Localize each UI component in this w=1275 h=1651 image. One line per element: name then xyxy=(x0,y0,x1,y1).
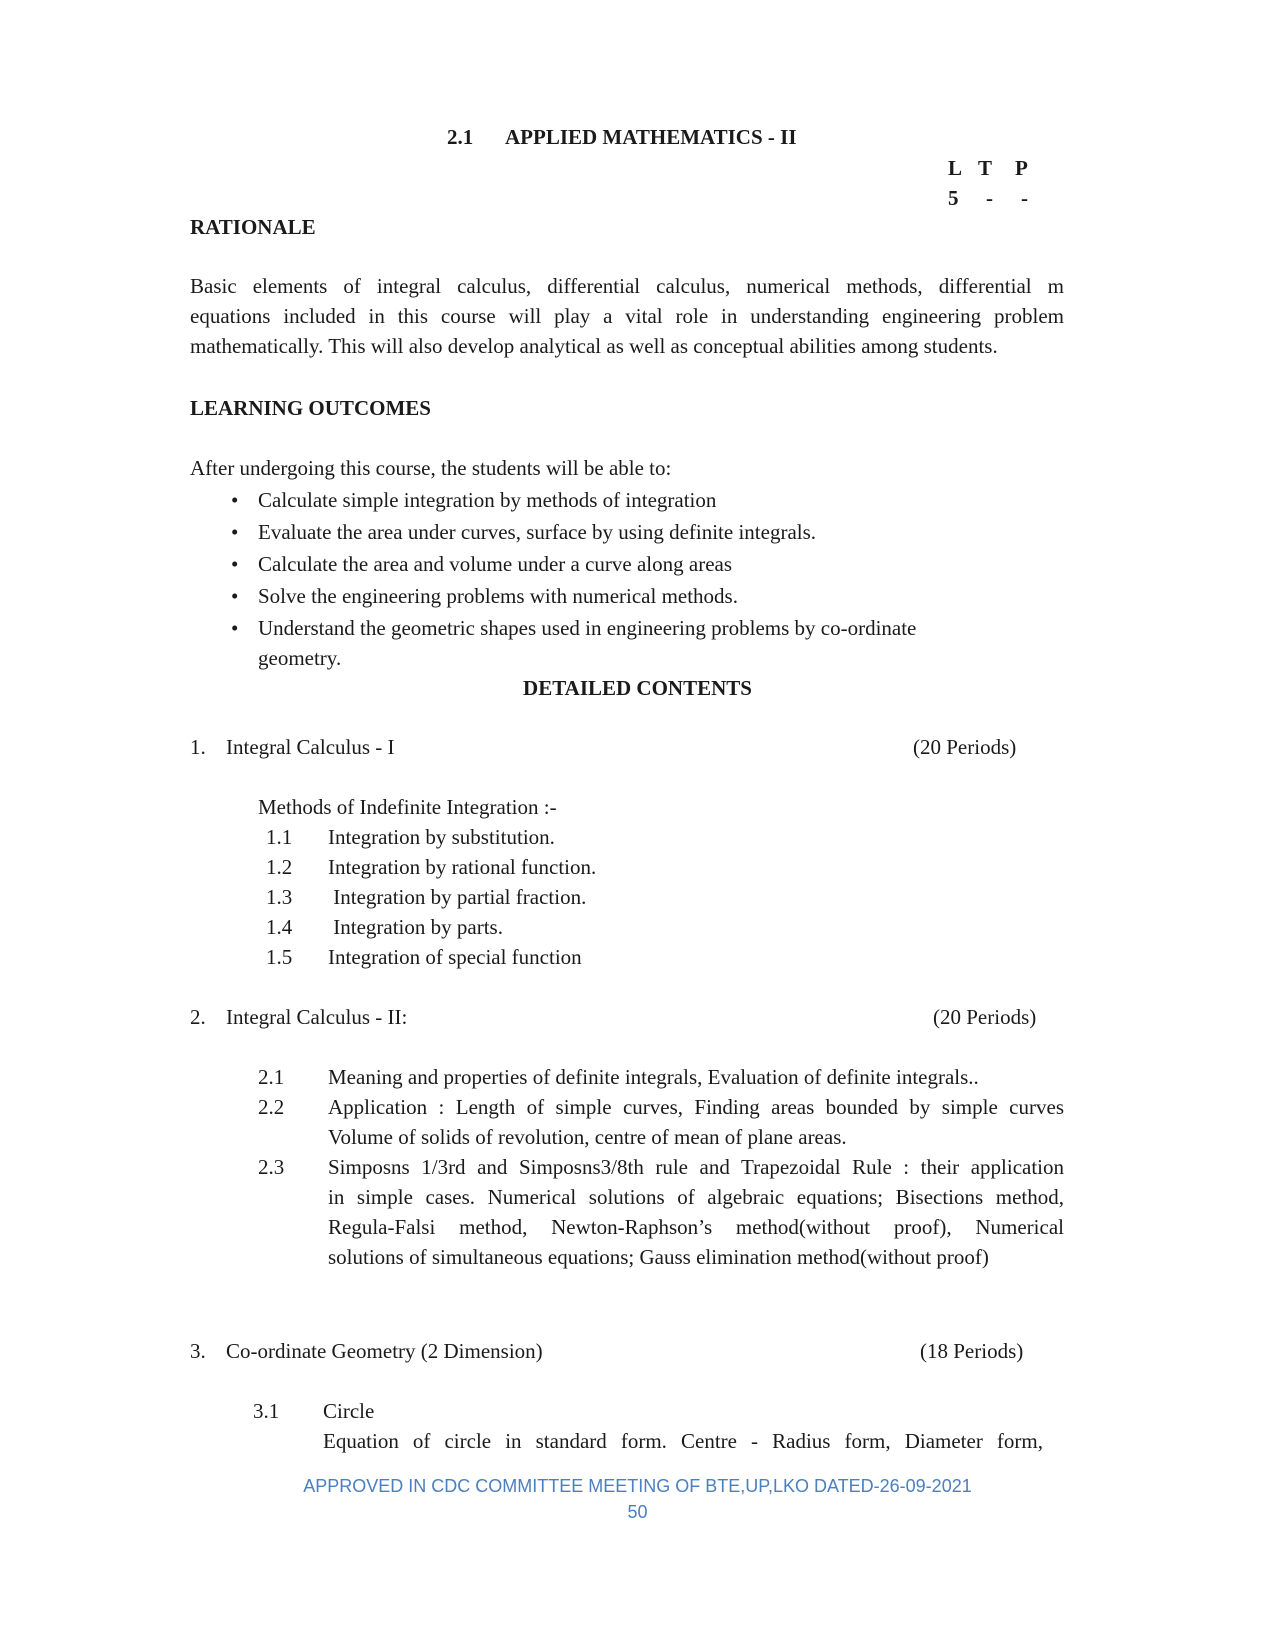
item-text: in simple cases. Numerical solutions of algebraic equations; Bisections method, xyxy=(328,1185,1064,1209)
rationale-line-3: mathematically. This will also develop analytical as well as conceptual abilities among students. xyxy=(190,334,998,358)
item-number: 2.1 xyxy=(258,1065,285,1089)
section-3-number: 3. xyxy=(190,1339,206,1363)
item-number: 1.2 xyxy=(266,855,293,879)
outcome-item: Solve the engineering problems with numerical methods. xyxy=(258,584,738,608)
ltp-label-l: L xyxy=(948,156,963,180)
item-number: 3.1 xyxy=(253,1399,280,1423)
section-2-number: 2. xyxy=(190,1005,206,1029)
item-number: 1.3 xyxy=(266,885,293,909)
section-1-number: 1. xyxy=(190,735,206,759)
ltp-value-t: - xyxy=(986,186,993,210)
rationale-line-2: equations included in this course will play a vital role in understanding engineering problem xyxy=(190,304,1064,328)
ltp-label-p: P xyxy=(1015,156,1028,180)
page-number: 50 xyxy=(627,1502,648,1522)
item-text: Equation of circle in standard form. Centre - Radius form, Diameter form, xyxy=(323,1429,1043,1453)
bullet-icon: • xyxy=(231,616,239,640)
item-number: 2.3 xyxy=(258,1155,285,1179)
item-text: Integration by parts. xyxy=(328,915,503,939)
rationale-heading: RATIONALE xyxy=(190,215,316,239)
bullet-icon: • xyxy=(231,520,239,544)
rationale-line-1: Basic elements of integral calculus, differential calculus, numerical methods, differential m xyxy=(190,274,1064,298)
item-text: Meaning and properties of definite integrals, Evaluation of definite integrals.. xyxy=(328,1065,979,1089)
bullet-icon: • xyxy=(231,584,239,608)
item-text: Application : Length of simple curves, Finding areas bounded by simple curves xyxy=(328,1095,1064,1119)
item-number: 1.4 xyxy=(266,915,293,939)
section-2-title: Integral Calculus - II: xyxy=(226,1005,408,1029)
approval-footer: APPROVED IN CDC COMMITTEE MEETING OF BTE,UP,LKO DATED-26-09-2021 xyxy=(303,1476,972,1496)
item-text: Integration by partial fraction. xyxy=(328,885,587,909)
ltp-value-p: - xyxy=(1021,186,1028,210)
section-1-periods: (20 Periods) xyxy=(913,735,1017,759)
section-3-periods: (18 Periods) xyxy=(920,1339,1024,1363)
ltp-value-l: 5 xyxy=(948,186,959,210)
course-number: 2.1 xyxy=(447,125,474,149)
item-number: 2.2 xyxy=(258,1095,285,1119)
item-text: Volume of solids of revolution, centre of mean of plane areas. xyxy=(328,1125,847,1149)
outcome-item-continuation: geometry. xyxy=(258,646,342,670)
item-text: Integration by rational function. xyxy=(328,855,597,879)
section-2-periods: (20 Periods) xyxy=(933,1005,1037,1029)
outcome-item: Calculate simple integration by methods of integration xyxy=(258,488,717,512)
bullet-icon: • xyxy=(231,488,239,512)
item-text: Simposns 1/3rd and Simposns3/8th rule and Trapezoidal Rule : their application xyxy=(328,1155,1064,1179)
course-name: APPLIED MATHEMATICS - II xyxy=(505,125,797,149)
item-number: 1.5 xyxy=(266,945,293,969)
learning-outcomes-heading: LEARNING OUTCOMES xyxy=(190,396,431,420)
bullet-icon: • xyxy=(231,552,239,576)
learning-outcomes-intro: After undergoing this course, the students will be able to: xyxy=(190,456,672,480)
outcome-item: Calculate the area and volume under a curve along areas xyxy=(258,552,733,576)
outcome-item: Evaluate the area under curves, surface by using definite integrals. xyxy=(258,520,817,544)
course-title xyxy=(447,123,797,151)
detailed-contents-heading: DETAILED CONTENTS xyxy=(523,676,752,700)
ltp-label-t: T xyxy=(978,156,993,180)
item-text: Regula-Falsi method, Newton-Raphson’s method(without proof), Numerical xyxy=(328,1215,1064,1239)
item-text: Integration of special function xyxy=(328,945,582,969)
item-number: 1.1 xyxy=(266,825,293,849)
section-1-title: Integral Calculus - I xyxy=(226,735,395,759)
section-1-subheading: Methods of Indefinite Integration :- xyxy=(258,795,557,819)
outcome-item: Understand the geometric shapes used in engineering problems by co-ordinate xyxy=(258,616,917,640)
section-3-title: Co-ordinate Geometry (2 Dimension) xyxy=(226,1339,543,1363)
item-text: Integration by substitution. xyxy=(328,825,555,849)
item-text: Circle xyxy=(323,1399,375,1423)
item-text: solutions of simultaneous equations; Gauss elimination method(without proof) xyxy=(328,1245,989,1269)
